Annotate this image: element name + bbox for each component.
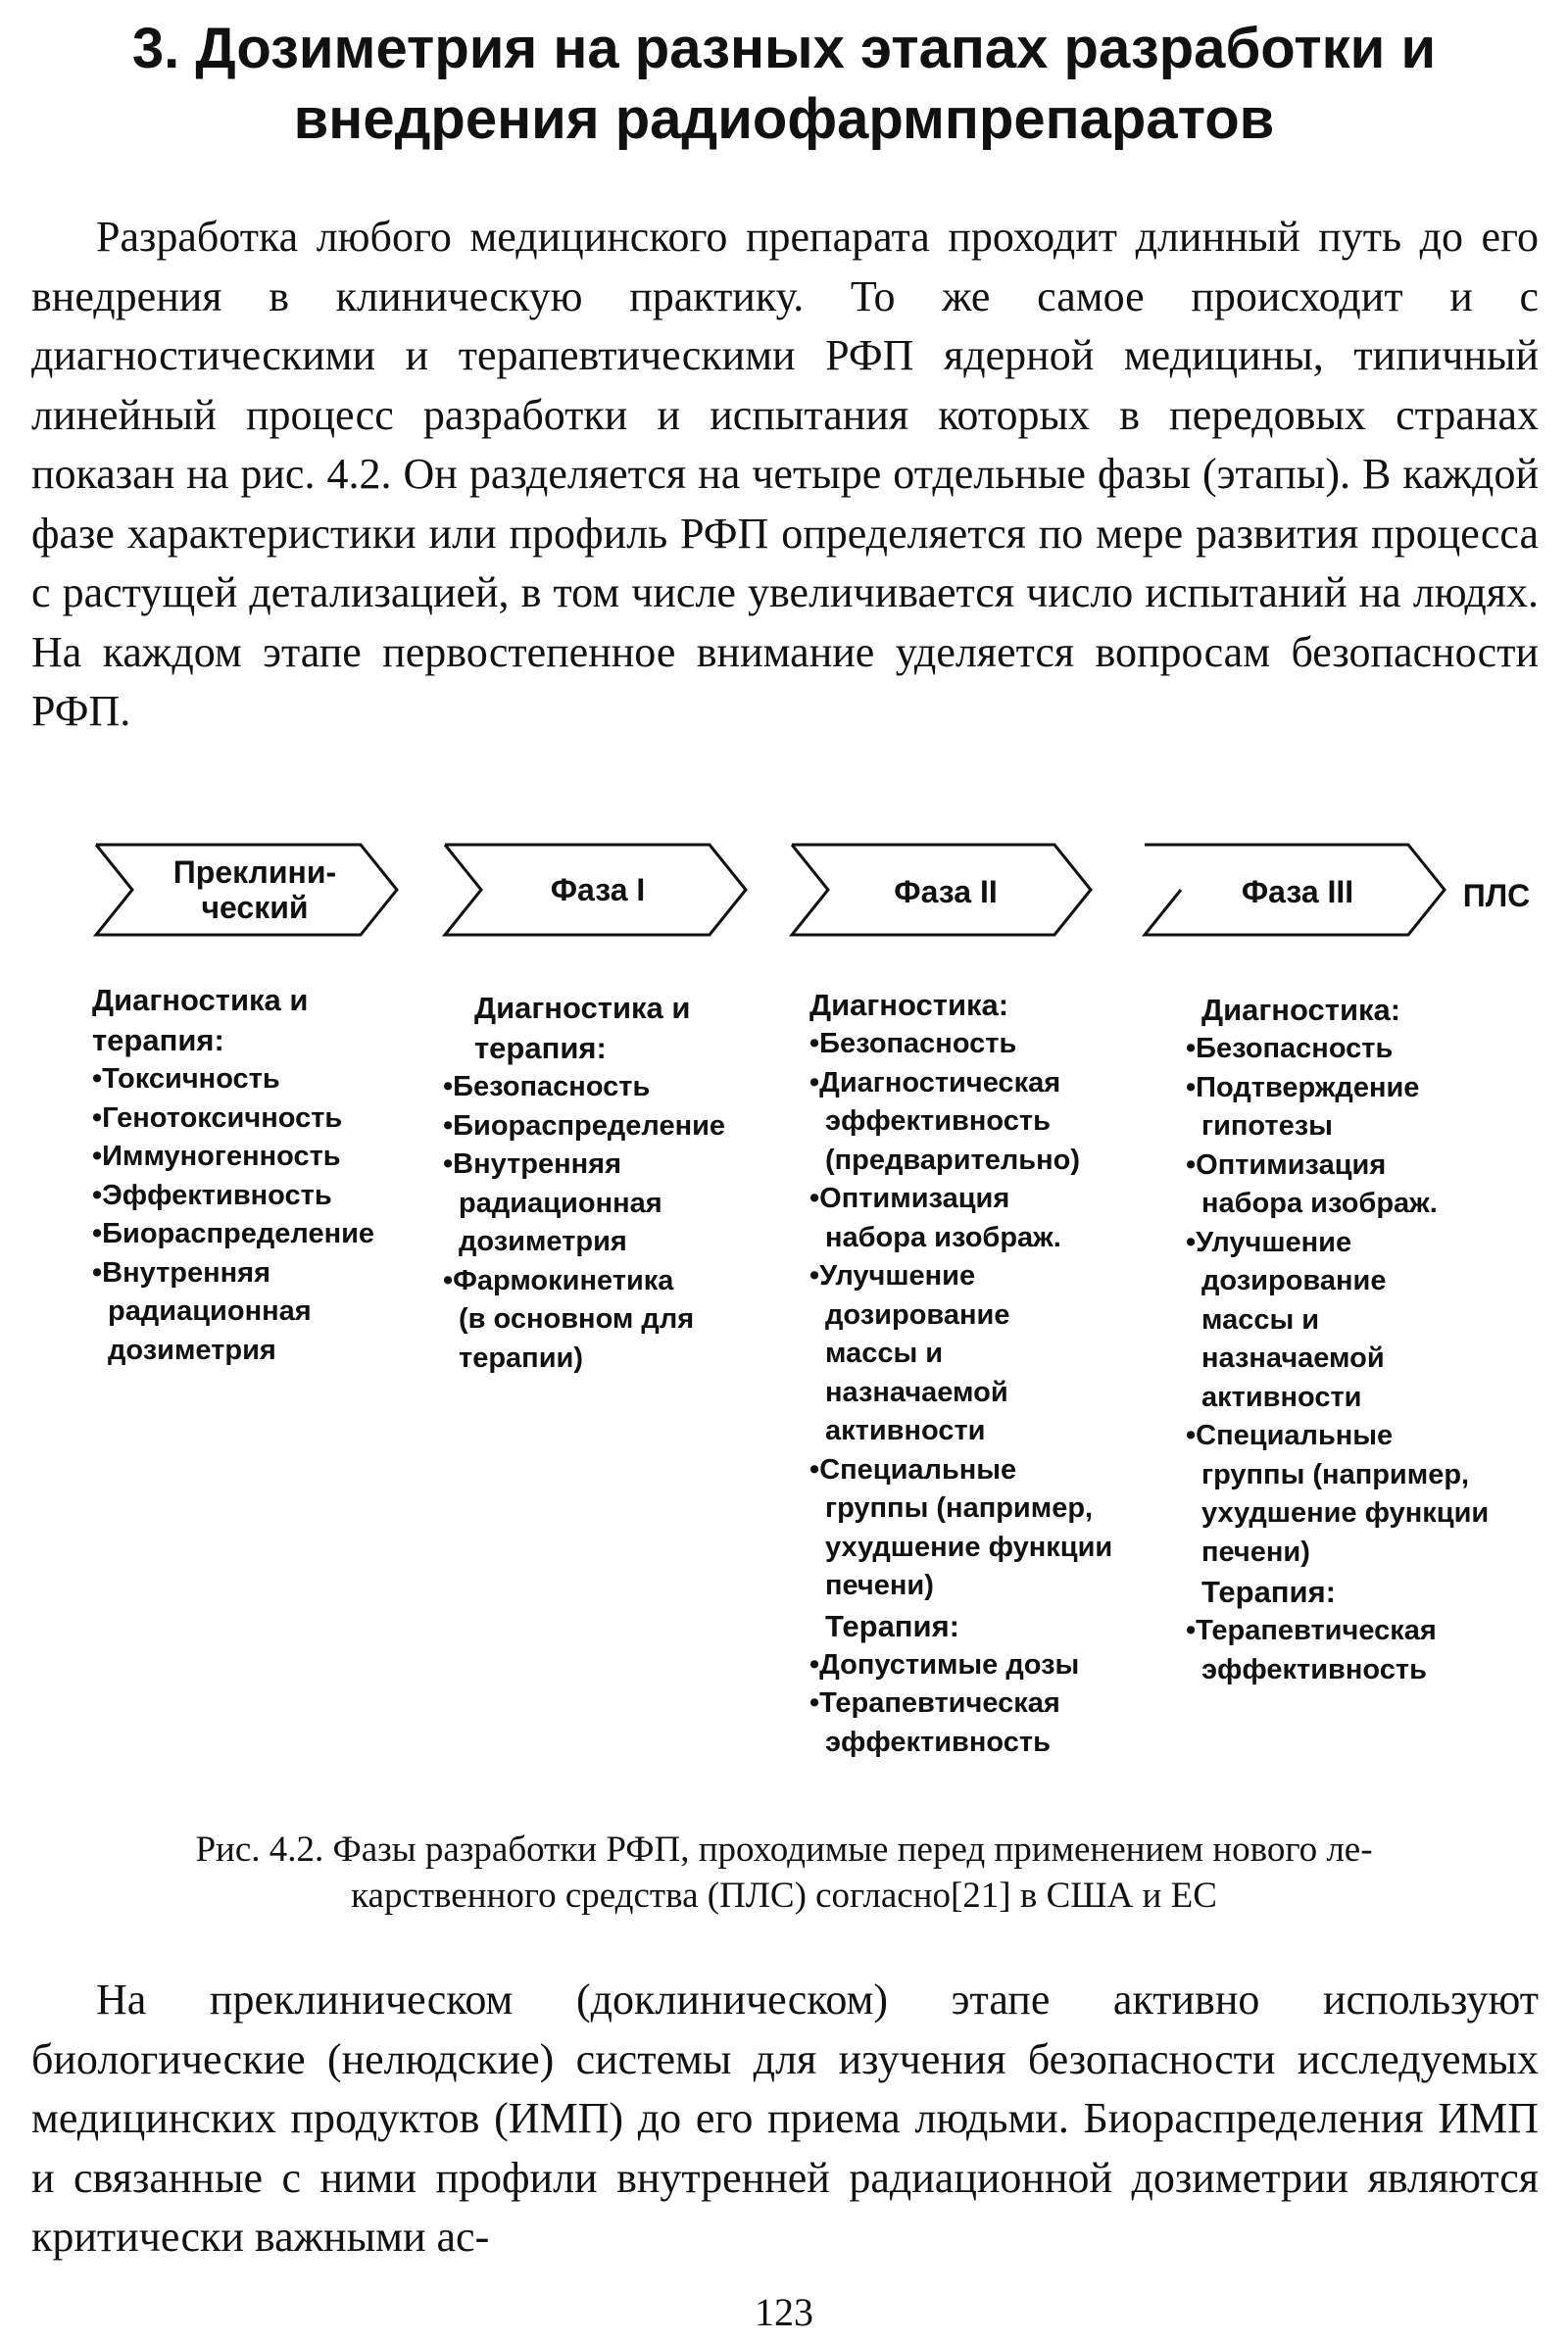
list-item: группы (например, bbox=[825, 1492, 1094, 1524]
caption-line2: карственного средства (ПЛС) согласно[21] в США и ЕС bbox=[351, 1876, 1217, 1916]
list-item: терапии) bbox=[459, 1342, 584, 1374]
list-item: гипотезы bbox=[1201, 1110, 1333, 1142]
list-item: •Оптимизация bbox=[1186, 1148, 1387, 1181]
figure-phases bbox=[0, 833, 1568, 1813]
list-item: •Подтверждение bbox=[1186, 1071, 1420, 1103]
page-number: 123 bbox=[755, 2290, 813, 2334]
list-item: эффективность bbox=[825, 1105, 1051, 1137]
paragraph-intro: Разработка любого медицинского препарата проходит длинный путь до его внедрения в клиническую практику. То же самое происходит и с диагностическими и терапевтическими РФП ядерной медицины, типичный линейный процесс разработки и испытания которых в передовых странах показан на рис. 4.2. Он разделяется на четыре отдельные фазы (этапы). В каждой фазе характеристики или профиль РФП определяется по мере развития процесса с растущей детализацией, в том числе увеличивается число испытаний на людях. На каждом этапе первостепенное внимание уделяется вопросам безопасности РФП. bbox=[31, 213, 1539, 735]
col4-header2: Терапия: bbox=[1201, 1575, 1337, 1609]
col2-header1: Диагностика и bbox=[474, 991, 691, 1025]
list-item: (предварительно) bbox=[825, 1144, 1081, 1176]
column-phase3 bbox=[1186, 990, 1489, 1689]
figure-caption bbox=[78, 1827, 1490, 1919]
list-item: (в основном для bbox=[459, 1303, 695, 1335]
list-item: •Биораспределение bbox=[92, 1218, 375, 1249]
column-preclinical bbox=[92, 980, 374, 1370]
column-phase1 bbox=[443, 988, 725, 1378]
list-item: •Биораспределение bbox=[443, 1109, 726, 1142]
list-item: •Фармокинетика bbox=[443, 1264, 674, 1296]
list-item: •Диагностическая bbox=[809, 1066, 1061, 1098]
list-item: массы и bbox=[825, 1338, 944, 1369]
list-item: •Безопасность bbox=[809, 1028, 1017, 1059]
section-heading-line1: 3. Дозиметрия на разных этапах разработки и bbox=[131, 17, 1437, 80]
list-item: •Специальные bbox=[809, 1453, 1017, 1486]
list-item: эффективность bbox=[1201, 1653, 1427, 1685]
paragraph-preclinical: На преклиническом (доклиническом) этапе активно используют биологические (нелюдские) системы для изучения безопасности исследуемых медицинских продуктов (ИМП) до его приема людьми. Биораспределения ИМП и связанные с ними профили внутренней радиационной дозиметрии являются критически важными ас- bbox=[31, 1976, 1539, 2261]
phase-label-2: Фаза II bbox=[894, 874, 998, 909]
list-item: •Терапевтическая bbox=[809, 1687, 1060, 1719]
list-item: •Специальные bbox=[1186, 1420, 1394, 1451]
list-item: назначаемой bbox=[1201, 1342, 1385, 1374]
list-item: ухудшение функции bbox=[1201, 1497, 1490, 1529]
list-item: печени) bbox=[1201, 1536, 1310, 1568]
col3-header1: Диагностика: bbox=[809, 988, 1009, 1022]
list-item: активности bbox=[1201, 1381, 1362, 1413]
list-item: •Безопасность bbox=[443, 1071, 651, 1102]
list-item: •Внутренняя bbox=[92, 1256, 271, 1289]
section-heading-line2: внедрения радиофармпрепаратов bbox=[293, 87, 1275, 151]
caption-line1: Рис. 4.2. Фазы разработки РФП, проходимые перед применением нового ле- bbox=[195, 1830, 1373, 1870]
list-item: •Безопасность bbox=[1186, 1033, 1394, 1064]
list-item: массы и bbox=[1201, 1303, 1320, 1336]
col3-header2: Терапия: bbox=[825, 1608, 960, 1643]
list-item: •Улучшение bbox=[1186, 1226, 1352, 1258]
list-item: активности bbox=[825, 1415, 986, 1446]
list-item: дозирование bbox=[825, 1298, 1010, 1331]
list-item: •Внутренняя bbox=[443, 1148, 622, 1180]
column-phase2 bbox=[809, 985, 1112, 1762]
list-item: набора изображ. bbox=[1201, 1188, 1438, 1219]
phase-label-3: Фаза III bbox=[1241, 874, 1354, 909]
phase-label-final: ПЛС bbox=[1462, 878, 1531, 913]
section-heading bbox=[39, 14, 1529, 155]
list-item: •Терапевтическая bbox=[1186, 1615, 1437, 1646]
phase-label-preclinical: Преклини- ческий bbox=[172, 854, 337, 925]
list-item: •Оптимизация bbox=[809, 1183, 1010, 1214]
list-item: •Допустимые дозы bbox=[809, 1648, 1080, 1681]
list-item: ухудшение функции bbox=[825, 1531, 1113, 1563]
phase-label-1: Фаза I bbox=[550, 872, 646, 907]
list-item: •Улучшение bbox=[809, 1260, 976, 1292]
list-item: радиационная bbox=[108, 1295, 312, 1327]
col2-header2: терапия: bbox=[474, 1031, 607, 1065]
list-item: дозирование bbox=[1201, 1265, 1387, 1296]
list-item: •Генотоксичность bbox=[92, 1101, 343, 1134]
list-item: печени) bbox=[825, 1570, 934, 1601]
col1-header2: терапия: bbox=[92, 1023, 224, 1057]
list-item: •Токсичность bbox=[92, 1063, 280, 1095]
list-item: эффективность bbox=[825, 1726, 1051, 1758]
list-item: дозиметрия bbox=[108, 1334, 276, 1366]
col1-header1: Диагностика и bbox=[92, 983, 309, 1017]
list-item: назначаемой bbox=[825, 1376, 1008, 1408]
list-item: группы (например, bbox=[1201, 1458, 1470, 1490]
list-item: радиационная bbox=[459, 1187, 662, 1219]
list-item: •Иммуногенность bbox=[92, 1141, 341, 1172]
list-item: дозиметрия bbox=[459, 1226, 627, 1257]
col4-header1: Диагностика: bbox=[1201, 993, 1401, 1027]
list-item: набора изображ. bbox=[825, 1221, 1061, 1253]
list-item: •Эффективность bbox=[92, 1179, 332, 1211]
